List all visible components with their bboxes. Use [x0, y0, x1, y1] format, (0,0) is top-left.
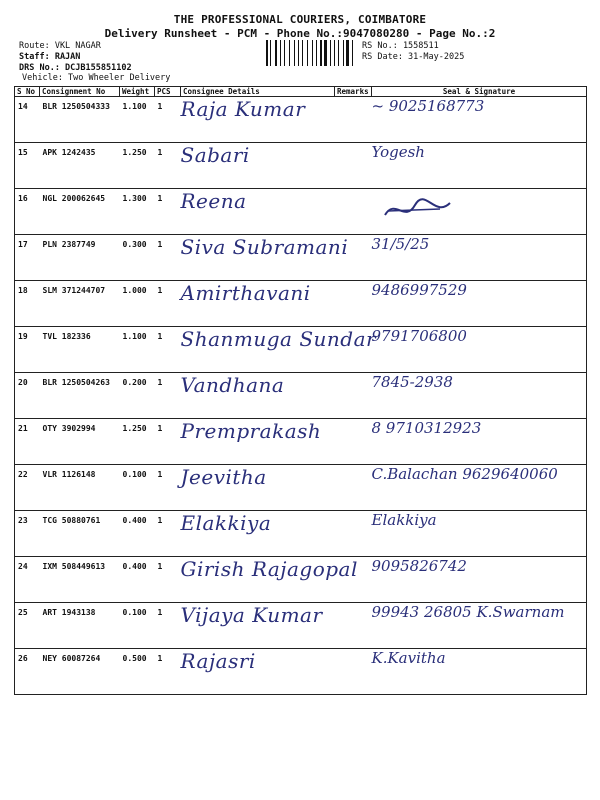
barcode-bar — [334, 40, 335, 66]
cell-pcs: 1 — [155, 557, 181, 603]
barcode-bar — [291, 40, 293, 66]
cell-consignment: BLR 1250504333 — [40, 97, 120, 143]
cell-consignee: Amirthavani — [181, 281, 335, 327]
barcode-bar — [354, 40, 355, 66]
barcode-bar — [278, 40, 279, 66]
company-title: THE PROFESSIONAL COURIERS, COIMBATORE — [173, 13, 427, 26]
cell-consignment: IXM 508449613 — [40, 557, 120, 603]
cell-signature: 9791706800 — [372, 327, 587, 373]
cell-weight: 1.300 — [120, 189, 155, 235]
barcode-bar — [338, 40, 340, 66]
barcode-bar — [336, 40, 337, 66]
table-row — [15, 189, 587, 235]
cell-remarks — [335, 281, 372, 327]
cell-consignee: Vijaya Kumar — [181, 603, 335, 649]
cell-consignment: ART 1943138 — [40, 603, 120, 649]
cell-sno: 18 — [15, 281, 40, 327]
cell-signature: 9486997529 — [372, 281, 587, 327]
cell-remarks — [335, 189, 372, 235]
barcode-bar — [282, 40, 283, 66]
barcode-bar — [270, 40, 271, 66]
barcode-bar — [352, 40, 354, 66]
cell-weight: 1.250 — [120, 143, 155, 189]
col-sno: S No — [15, 87, 40, 97]
barcode — [266, 40, 356, 66]
cell-pcs: 1 — [155, 511, 181, 557]
barcode-bar — [350, 40, 351, 66]
cell-remarks — [335, 373, 372, 419]
cell-sno: 23 — [15, 511, 40, 557]
cell-remarks — [335, 143, 372, 189]
cell-sno: 16 — [15, 189, 40, 235]
cell-sno: 21 — [15, 419, 40, 465]
barcode-bar — [312, 40, 314, 66]
barcode-bar — [324, 40, 326, 66]
cell-signature: 99943 26805 K.Swarnam — [372, 603, 587, 649]
cell-pcs: 1 — [155, 97, 181, 143]
cell-consignment: PLN 2387749 — [40, 235, 120, 281]
barcode-bar — [298, 40, 300, 66]
barcode-bar — [275, 40, 277, 66]
cell-weight: 1.100 — [120, 327, 155, 373]
cell-remarks — [335, 603, 372, 649]
cell-consignment: TVL 182336 — [40, 327, 120, 373]
cell-pcs: 1 — [155, 281, 181, 327]
barcode-bar — [323, 40, 324, 66]
cell-signature: 7845-2938 — [372, 373, 587, 419]
runsheet-subtitle: Delivery Runsheet - PCM - Phone No.:9047080280 - Page No.:2 — [104, 27, 496, 40]
barcode-bar — [330, 40, 331, 66]
barcode-bar — [320, 40, 322, 66]
table-row — [15, 557, 587, 603]
cell-weight: 0.200 — [120, 373, 155, 419]
cell-pcs: 1 — [155, 143, 181, 189]
cell-pcs: 1 — [155, 649, 181, 695]
cell-signature: K.Kavitha — [372, 649, 587, 695]
cell-sno: 22 — [15, 465, 40, 511]
table-row — [15, 511, 587, 557]
delivery-table — [14, 86, 587, 695]
cell-consignee: Sabari — [181, 143, 335, 189]
cell-pcs: 1 — [155, 603, 181, 649]
col-remarks: Remarks — [335, 87, 372, 97]
barcode-bar — [286, 40, 288, 66]
cell-consignment: OTY 3902994 — [40, 419, 120, 465]
cell-pcs: 1 — [155, 235, 181, 281]
barcode-bar — [280, 40, 281, 66]
cell-pcs: 1 — [155, 327, 181, 373]
cell-consignment: TCG 50880761 — [40, 511, 120, 557]
cell-sno: 15 — [15, 143, 40, 189]
table-row — [15, 603, 587, 649]
barcode-bar — [269, 40, 270, 66]
cell-sno: 24 — [15, 557, 40, 603]
cell-signature: ~ 9025168773 — [372, 97, 587, 143]
cell-remarks — [335, 649, 372, 695]
signature-scribble — [380, 193, 460, 223]
cell-sno: 14 — [15, 97, 40, 143]
cell-pcs: 1 — [155, 189, 181, 235]
cell-consignee: Elakkiya — [181, 511, 335, 557]
col-consignee: Consignee Details — [181, 87, 335, 97]
cell-weight: 1.250 — [120, 419, 155, 465]
barcode-bar — [302, 40, 303, 66]
cell-consignment: SLM 371244707 — [40, 281, 120, 327]
table-header-row — [15, 87, 587, 97]
cell-sno: 25 — [15, 603, 40, 649]
cell-consignee: Shanmuga Sundar — [181, 327, 335, 373]
rs-date: RS Date: 31-May-2025 — [362, 52, 465, 62]
cell-consignee: Vandhana — [181, 373, 335, 419]
route-label: Route: VKL NAGAR — [19, 41, 101, 51]
table-row — [15, 143, 587, 189]
cell-signature: 8 9710312923 — [372, 419, 587, 465]
barcode-bar — [300, 40, 301, 66]
cell-weight: 0.100 — [120, 465, 155, 511]
cell-weight: 0.400 — [120, 511, 155, 557]
barcode-bar — [296, 40, 297, 66]
drs-label: DRS No.: DCJB155851102 — [19, 63, 132, 73]
cell-consignee: Raja Kumar — [181, 97, 335, 143]
col-weight: Weight — [120, 87, 155, 97]
barcode-bar — [314, 40, 315, 66]
cell-remarks — [335, 419, 372, 465]
cell-remarks — [335, 465, 372, 511]
col-signature: Seal & Signature — [372, 87, 587, 97]
cell-consignment: NEY 60087264 — [40, 649, 120, 695]
cell-consignment: NGL 200062645 — [40, 189, 120, 235]
cell-weight: 1.000 — [120, 281, 155, 327]
barcode-bar — [316, 40, 317, 66]
vehicle-label: Vehicle: Two Wheeler Delivery — [22, 73, 171, 83]
barcode-bar — [266, 40, 268, 66]
barcode-bar — [345, 40, 346, 66]
cell-sno: 20 — [15, 373, 40, 419]
col-pcs: PCS — [155, 87, 181, 97]
cell-weight: 0.100 — [120, 603, 155, 649]
barcode-bar — [284, 40, 286, 66]
table-row — [15, 649, 587, 695]
cell-signature: C.Balachan 9629640060 — [372, 465, 587, 511]
barcode-bar — [331, 40, 333, 66]
cell-weight: 0.400 — [120, 557, 155, 603]
table-row — [15, 373, 587, 419]
staff-label: Staff: RAJAN — [19, 52, 81, 62]
table-row — [15, 235, 587, 281]
table-row — [15, 327, 587, 373]
cell-pcs: 1 — [155, 419, 181, 465]
cell-consignment: BLR 1250504263 — [40, 373, 120, 419]
cell-weight: 1.100 — [120, 97, 155, 143]
cell-consignment: VLR 1126148 — [40, 465, 120, 511]
cell-signature: 9095826742 — [372, 557, 587, 603]
cell-pcs: 1 — [155, 465, 181, 511]
barcode-bar — [343, 40, 344, 66]
table-row — [15, 419, 587, 465]
rs-number: RS No.: 1558511 — [362, 41, 439, 51]
cell-pcs: 1 — [155, 373, 181, 419]
cell-consignee: Premprakash — [181, 419, 335, 465]
table-row — [15, 97, 587, 143]
col-consignment: Consignment No — [40, 87, 120, 97]
barcode-bar — [318, 40, 319, 66]
barcode-bar — [289, 40, 290, 66]
barcode-bar — [272, 40, 274, 66]
barcode-bar — [304, 40, 306, 66]
cell-consignment: APK 1242435 — [40, 143, 120, 189]
table-row — [15, 281, 587, 327]
cell-consignee: Jeevitha — [181, 465, 335, 511]
cell-sno: 17 — [15, 235, 40, 281]
barcode-bar — [307, 40, 308, 66]
cell-consignee: Reena — [181, 189, 335, 235]
cell-consignee: Siva Subramani — [181, 235, 335, 281]
barcode-bar — [340, 40, 342, 66]
cell-consignee: Girish Rajagopal — [181, 557, 335, 603]
barcode-bar — [308, 40, 310, 66]
cell-signature: 31/5/25 — [372, 235, 587, 281]
cell-sno: 26 — [15, 649, 40, 695]
cell-consignee: Rajasri — [181, 649, 335, 695]
cell-remarks — [335, 97, 372, 143]
barcode-bar — [294, 40, 295, 66]
cell-remarks — [335, 511, 372, 557]
barcode-bar — [346, 40, 348, 66]
cell-signature: Elakkiya — [372, 511, 587, 557]
cell-signature — [372, 189, 587, 235]
cell-weight: 0.500 — [120, 649, 155, 695]
barcode-bar — [328, 40, 329, 66]
cell-weight: 0.300 — [120, 235, 155, 281]
table-row — [15, 465, 587, 511]
cell-signature: Yogesh — [372, 143, 587, 189]
cell-sno: 19 — [15, 327, 40, 373]
